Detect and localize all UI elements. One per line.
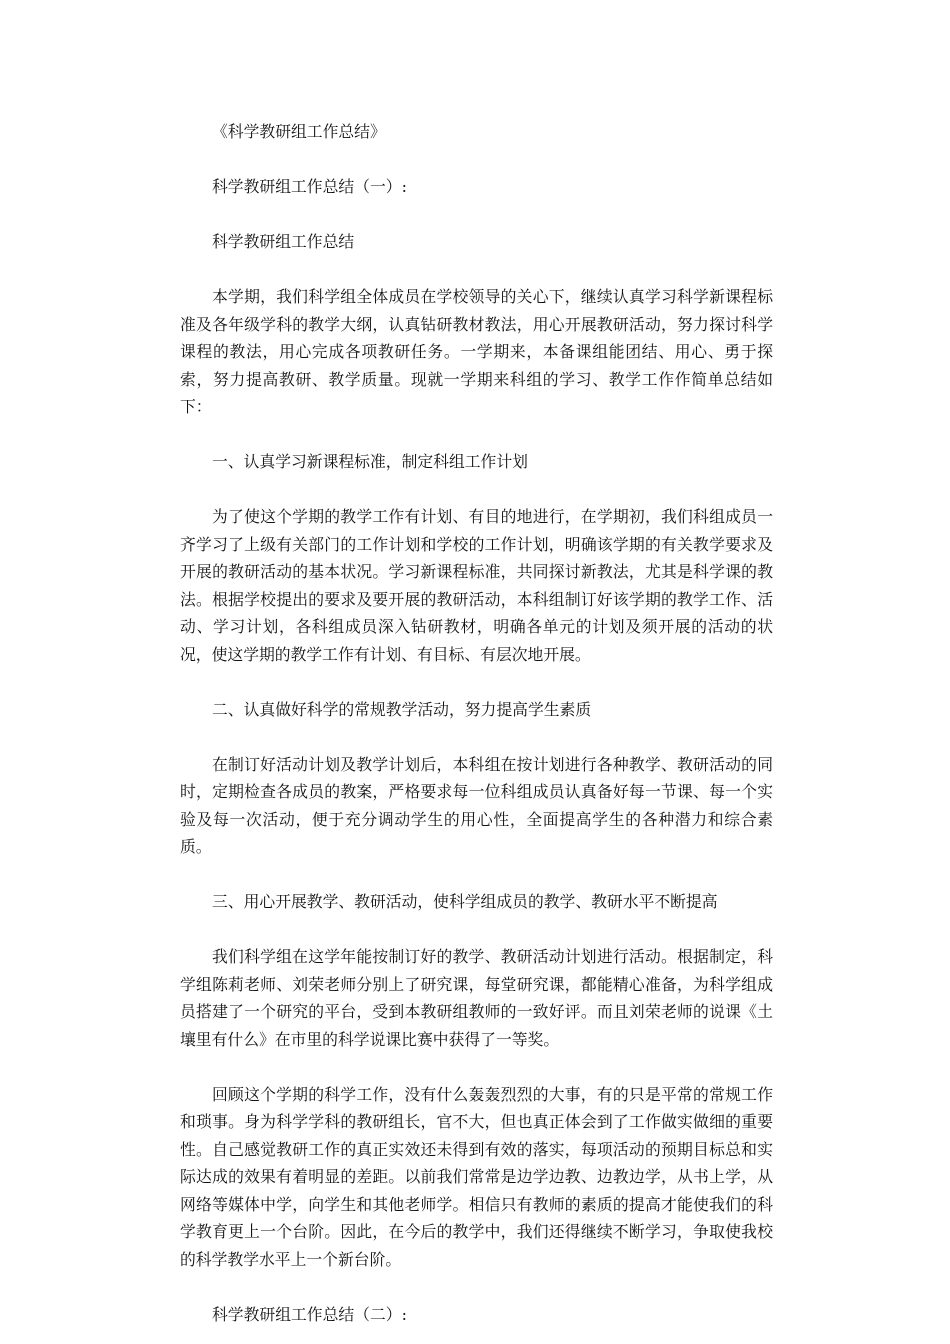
section2-paragraph: 在制订好活动计划及教学计划后，本科组在按计划进行各种教学、教研活动的同时，定期检查各成员的教案，严格要求每一位科组成员认真备好每一节课、每一个实验及每一次活动，便于充分调动学生的用心性，全面提高学生的各种潜力和综合素质。 [180, 754, 773, 856]
part1-subtitle: 科学教研组工作总结 [212, 232, 355, 251]
section2-title: 二、认真做好科学的常规教学活动，努力提高学生素质 [212, 699, 592, 719]
spacer [180, 476, 773, 504]
reflection-paragraph: 回顾这个学期的科学工作，没有什么轰轰烈烈的大事，有的只是平常的常规工作和琐事。身为科学学科的教研组长，官不大，但也真正体会到了工作做实做细的重要性。自己感觉教研工作的真正实效还未得到有效的落实，每项活动的预期目标总和实际达成的效果有着明显的差距。以前我们常常是边学边教、边教边学，从书上学，从网络等媒体中学，向学生和其他老师学。相信只有教师的素质的提高才能使我们的科学教育更上一个台阶。因此，在今后的教学中，我们还得继续不断学习，争取使我校的科学教学水平上一个新台阶。 [180, 1084, 773, 1269]
spacer [180, 861, 773, 889]
document-page [180, 118, 773, 1328]
spacer [180, 1273, 773, 1301]
part1-heading: 科学教研组工作总结（一）: [212, 177, 407, 196]
spacer [180, 421, 773, 449]
intro-paragraph: 本学期，我们科学组全体成员在学校领导的关心下，继续认真学习科学新课程标准及各年级学科的教学大纲，认真钻研教材教法，用心开展教研活动，努力探讨科学课程的教法，用心完成各项教研任务。一学期来，本备课组能团结、用心、勇于探索，努力提高教研、教学质量。现就一学期来科组的学习、教学工作作简单总结如下： [180, 287, 773, 416]
section3-paragraph: 我们科学组在这学年能按制订好的教学、教研活动计划进行活动。根据制定，科学组陈莉老师、刘荣老师分别上了研究课，每堂研究课，都能精心准备，为科学组成员搭建了一个研究的平台，受到本教研组教师的一致好评。而且刘荣老师的说课《土壤里有什么》在市里的科学说课比赛中获得了一等奖。 [180, 947, 773, 1049]
part2-heading: 科学教研组工作总结（二）: [212, 1304, 407, 1324]
spacer [180, 256, 773, 284]
spacer [180, 146, 773, 174]
section1-title: 一、认真学习新课程标准，制定科组工作计划 [212, 452, 528, 471]
spacer [180, 201, 773, 229]
section1-paragraph: 为了使这个学期的教学工作有计划、有目的地进行，在学期初，我们科组成员一齐学习了上级有关部门的工作计划和学校的工作计划，明确该学期的有关教学要求及开展的教研活动的基本状况。学习新课程标准，共同探讨新教法，尤其是科学课的教法。根据学校提出的要求及要开展的教研活动，本科组制订好该学期的教学工作、活动、学习计划，各科组成员深入钻研教材，明确各单元的计划及须开展的活动的状况，使这学期的教学工作有计划、有目标、有层次地开展。 [180, 507, 773, 664]
spacer [180, 723, 773, 751]
spacer [180, 668, 773, 696]
section3-title: 三、用心开展教学、教研活动，使科学组成员的教学、教研水平不断提高 [212, 892, 718, 911]
document-title: 《科学教研组工作总结》 [212, 122, 386, 141]
spacer [180, 1053, 773, 1081]
spacer [180, 916, 773, 944]
